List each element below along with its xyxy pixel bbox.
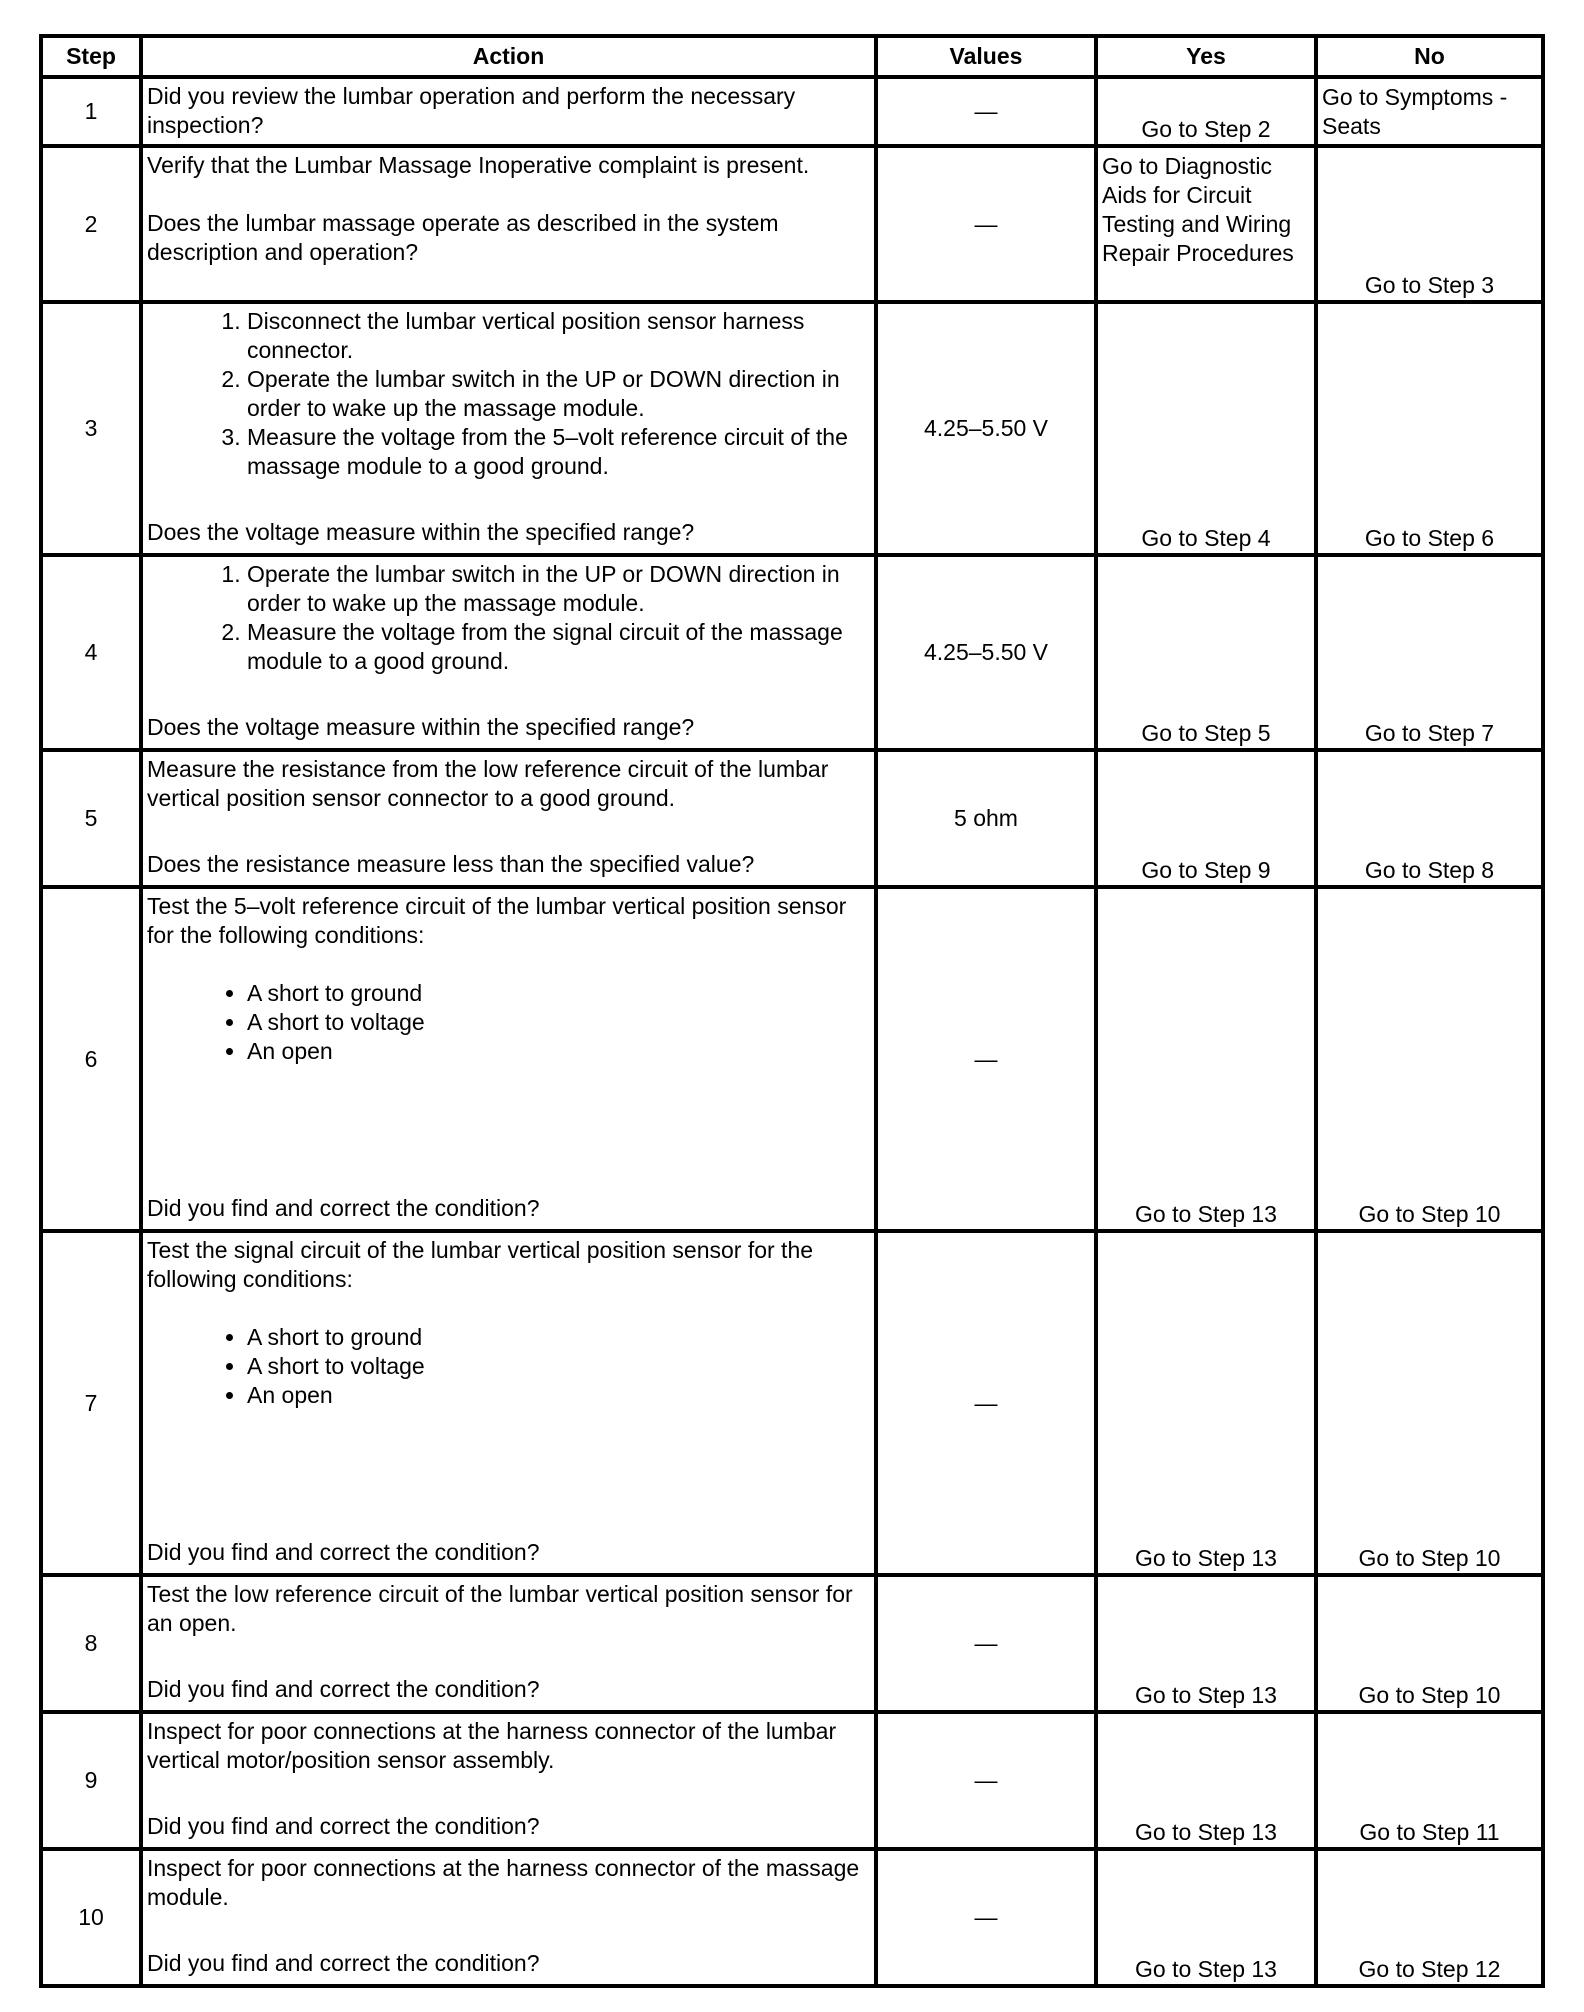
- yes-cell: Go to Step 13: [1096, 1231, 1316, 1575]
- step-number: 6: [41, 887, 141, 1231]
- no-cell: Go to Step 7: [1316, 555, 1543, 750]
- no-cell: Go to Step 3: [1316, 146, 1543, 302]
- table-row: [41, 77, 1543, 146]
- header-action: Action: [141, 36, 876, 77]
- yes-cell: Go to Step 4: [1096, 302, 1316, 555]
- header-step: Step: [41, 36, 141, 77]
- table-row: [41, 750, 1543, 887]
- header-yes: Yes: [1096, 36, 1316, 77]
- list-item: • An open: [247, 1037, 870, 1066]
- value-cell: 5 ohm: [876, 750, 1096, 887]
- action-question: Did you find and correct the condition?: [147, 1195, 540, 1221]
- step-number: 8: [41, 1575, 141, 1712]
- yes-cell: Go to Step 2: [1096, 77, 1316, 146]
- list-item: 3. Measure the voltage from the 5–volt reference circuit of the massage module to a good ground.: [247, 423, 870, 481]
- action-cell: [141, 750, 876, 887]
- action-text: Test the signal circuit of the lumbar vertical position sensor for the following conditions:: [147, 1237, 814, 1292]
- action-question: Did you find and correct the condition?: [147, 1676, 540, 1702]
- value-cell: 4.25–5.50 V: [876, 302, 1096, 555]
- value-cell: —: [876, 1849, 1096, 1986]
- no-cell: Go to Step 6: [1316, 302, 1543, 555]
- no-cell: Go to Step 12: [1316, 1849, 1543, 1986]
- action-cell: [141, 1712, 876, 1849]
- step-number: 5: [41, 750, 141, 887]
- yes-cell: Go to Step 5: [1096, 555, 1316, 750]
- table-row: [41, 302, 1543, 555]
- action-text: Test the 5–volt reference circuit of the lumbar vertical position sensor for the following conditions:: [147, 893, 847, 948]
- numbered-list: [147, 307, 870, 481]
- header-values: Values: [876, 36, 1096, 77]
- action-text: Did you review the lumbar operation and perform the necessary inspection?: [147, 83, 796, 138]
- yes-cell: Go to Step 13: [1096, 887, 1316, 1231]
- header-no: No: [1316, 36, 1543, 77]
- action-cell: [141, 887, 876, 1231]
- no-cell: Go to Step 10: [1316, 1575, 1543, 1712]
- action-question: Did you find and correct the condition?: [147, 1539, 540, 1565]
- action-question: Does the resistance measure less than the specified value?: [147, 851, 755, 877]
- header-row: [41, 36, 1543, 77]
- table-row: [41, 887, 1543, 1231]
- list-item: • A short to ground: [247, 979, 870, 1008]
- value-cell: —: [876, 1231, 1096, 1575]
- list-item: • A short to ground: [247, 1323, 870, 1352]
- list-item: 2. Measure the voltage from the signal circuit of the massage module to a good ground.: [247, 618, 870, 676]
- yes-cell: Go to Diagnostic Aids for Circuit Testing and Wiring Repair Procedures: [1096, 146, 1316, 302]
- no-cell: Go to Step 8: [1316, 750, 1543, 887]
- step-number: 2: [41, 146, 141, 302]
- table-row: [41, 1712, 1543, 1849]
- step-number: 10: [41, 1849, 141, 1986]
- action-text: Test the low reference circuit of the lumbar vertical position sensor for an open.: [147, 1581, 853, 1636]
- action-cell: [141, 1849, 876, 1986]
- action-cell: [141, 555, 876, 750]
- table-row: [41, 146, 1543, 302]
- yes-cell: Go to Step 13: [1096, 1712, 1316, 1849]
- numbered-list: [147, 560, 870, 676]
- action-question: Did you find and correct the condition?: [147, 1950, 540, 1976]
- bullet-list: [147, 1323, 870, 1410]
- list-item: 2. Operate the lumbar switch in the UP or DOWN direction in order to wake up the massage module.: [247, 365, 870, 423]
- value-cell: —: [876, 887, 1096, 1231]
- yes-cell: Go to Step 13: [1096, 1575, 1316, 1712]
- value-cell: —: [876, 77, 1096, 146]
- table-row: [41, 1575, 1543, 1712]
- step-number: 1: [41, 77, 141, 146]
- action-cell: [141, 1231, 876, 1575]
- action-text: Inspect for poor connections at the harness connector of the lumbar vertical motor/position sensor assembly.: [147, 1718, 837, 1773]
- value-cell: —: [876, 1575, 1096, 1712]
- no-cell: Go to Step 11: [1316, 1712, 1543, 1849]
- table-row: [41, 1849, 1543, 1986]
- action-text: Inspect for poor connections at the harness connector of the massage module.: [147, 1855, 860, 1910]
- action-question: Does the lumbar massage operate as described in the system description and operation?: [147, 210, 779, 265]
- table-row: [41, 1231, 1543, 1575]
- list-item: • An open: [247, 1381, 870, 1410]
- step-number: 4: [41, 555, 141, 750]
- value-cell: 4.25–5.50 V: [876, 555, 1096, 750]
- list-item: • A short to voltage: [247, 1008, 870, 1037]
- step-number: 3: [41, 302, 141, 555]
- action-cell: [141, 302, 876, 555]
- yes-cell: Go to Step 9: [1096, 750, 1316, 887]
- value-cell: —: [876, 146, 1096, 302]
- step-number: 9: [41, 1712, 141, 1849]
- no-cell: Go to Symptoms - Seats: [1316, 77, 1543, 146]
- action-text: Verify that the Lumbar Massage Inoperative complaint is present.: [147, 152, 810, 178]
- step-number: 7: [41, 1231, 141, 1575]
- action-question: Does the voltage measure within the specified range?: [147, 519, 695, 545]
- list-item: • A short to voltage: [247, 1352, 870, 1381]
- action-cell: [141, 77, 876, 146]
- action-question: Did you find and correct the condition?: [147, 1813, 540, 1839]
- action-cell: [141, 1575, 876, 1712]
- bullet-list: [147, 979, 870, 1066]
- no-cell: Go to Step 10: [1316, 887, 1543, 1231]
- table-row: [41, 555, 1543, 750]
- list-item: 1. Disconnect the lumbar vertical position sensor harness connector.: [247, 307, 870, 365]
- action-cell: [141, 146, 876, 302]
- value-cell: —: [876, 1712, 1096, 1849]
- action-text: Measure the resistance from the low reference circuit of the lumbar vertical position sensor connector to a good ground.: [147, 756, 829, 811]
- diagnostic-table: [39, 34, 1545, 1988]
- list-item: 1. Operate the lumbar switch in the UP or DOWN direction in order to wake up the massage module.: [247, 560, 870, 618]
- action-question: Does the voltage measure within the specified range?: [147, 714, 695, 740]
- yes-cell: Go to Step 13: [1096, 1849, 1316, 1986]
- no-cell: Go to Step 10: [1316, 1231, 1543, 1575]
